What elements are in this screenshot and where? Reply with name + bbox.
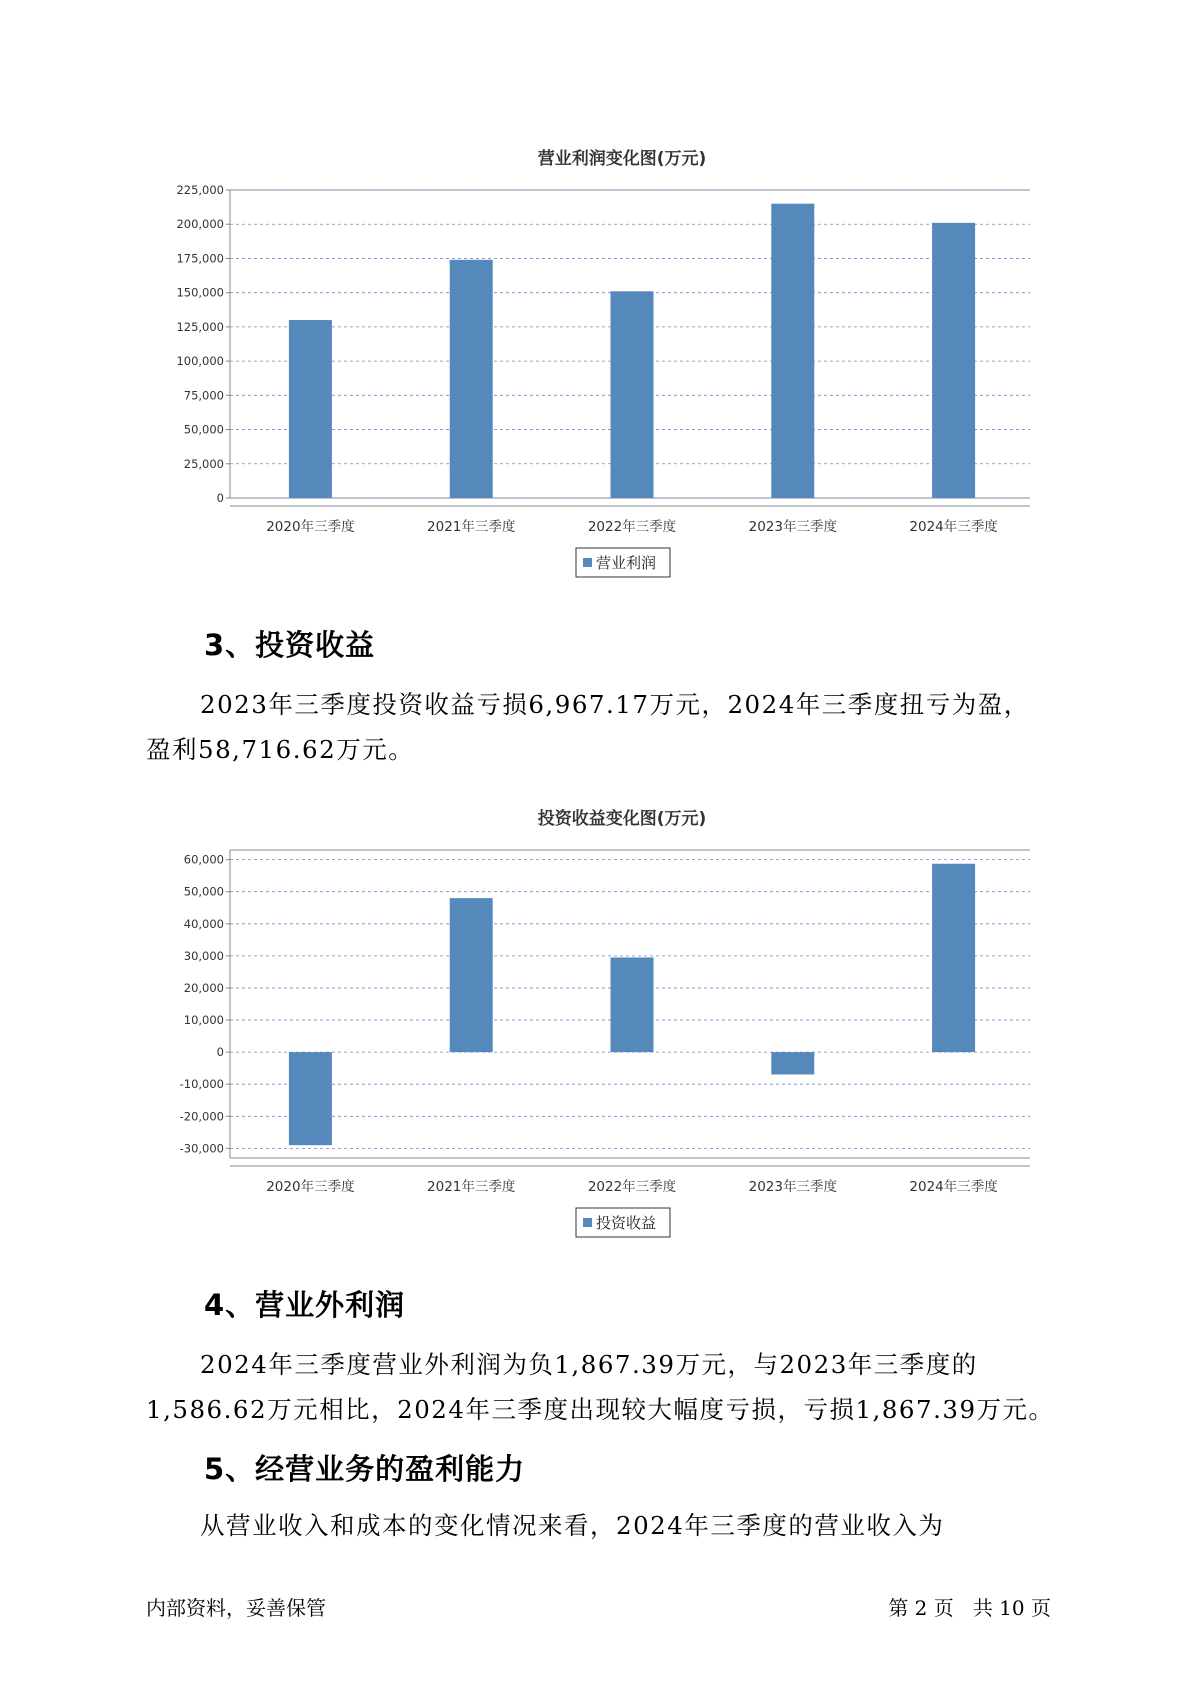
chart-title: 投资收益变化图(万元) [537,809,707,829]
bar-2021年三季度 [450,260,493,498]
legend-label: 营业利润 [596,554,657,572]
y-tick-label: 30,000 [183,948,224,963]
paragraph-profitability: 从营业收入和成本的变化情况来看，2024年三季度的营业收入为 [200,1511,945,1540]
y-tick-label: 20,000 [183,980,224,995]
bar-2022年三季度 [611,957,654,1052]
bar-2024年三季度 [932,223,975,498]
y-tick-label: 150,000 [176,285,224,300]
y-tick-label: -30,000 [179,1141,224,1156]
x-tick-label: 2022年三季度 [587,519,677,535]
x-tick-label: 2020年三季度 [266,1179,355,1195]
x-tick-label: 2020年三季度 [266,519,355,535]
section-heading-profitability: 5、经营业务的盈利能力 [204,1452,526,1486]
y-tick-label: 100,000 [176,354,224,369]
paragraph-non-operating-profit: 2024年三季度营业外利润为负1,867.39万元，与2023年三季度的 1,586.62万元相比，2024年三季度出现较大幅度亏损，亏损1,867.39万元。 [146,1350,1055,1424]
y-tick-label: 50,000 [183,884,224,899]
y-tick-label: -10,000 [179,1077,224,1092]
y-tick-label: 0 [216,1045,224,1060]
y-tick-label: 25,000 [183,456,224,471]
section-heading-investment-income: 3、投资收益 [204,628,376,662]
legend-swatch [583,558,592,567]
y-tick-label: 0 [216,491,224,505]
chart-title: 营业利润变化图(万元) [537,149,707,169]
y-tick-label: 125,000 [176,319,224,334]
investment-income-chart [150,800,1030,1260]
paragraph-investment-income: 2023年三季度投资收益亏损6,967.17万元，2024年三季度扭亏为盈， 盈利58,716.62万元。 [146,690,1030,764]
bar-2023年三季度 [771,204,814,498]
x-tick-label: 2023年三季度 [748,1179,837,1195]
section-heading-non-operating-profit: 4、营业外利润 [204,1288,406,1322]
y-tick-label: 75,000 [183,388,224,403]
x-tick-label: 2021年三季度 [427,519,516,535]
bar-2022年三季度 [611,291,654,498]
y-tick-label: 200,000 [176,217,224,232]
x-tick-label: 2021年三季度 [427,1179,516,1195]
legend-label: 投资收益 [596,1214,657,1232]
footer-confidential-note: 内部资料，妥善保管 [146,1596,326,1620]
bar-2020年三季度 [289,320,332,498]
legend-swatch [583,1218,592,1227]
bar-2020年三季度 [289,1052,332,1145]
x-tick-label: 2023年三季度 [748,519,837,535]
bar-2024年三季度 [932,864,975,1052]
footer-page-number: 第 2 页 共 10 页 [888,1596,1051,1620]
y-tick-label: 175,000 [176,251,224,266]
operating-profit-chart [150,140,1030,600]
bar-2021年三季度 [450,898,493,1052]
y-tick-label: 40,000 [183,916,224,931]
y-tick-label: -20,000 [179,1109,224,1124]
x-tick-label: 2022年三季度 [587,1179,677,1195]
bar-2023年三季度 [771,1052,814,1074]
y-tick-label: 60,000 [183,852,224,867]
y-tick-label: 50,000 [183,422,224,437]
x-tick-label: 2024年三季度 [909,1179,998,1195]
y-tick-label: 225,000 [176,183,224,197]
y-tick-label: 10,000 [183,1013,224,1028]
x-tick-label: 2024年三季度 [909,519,998,535]
